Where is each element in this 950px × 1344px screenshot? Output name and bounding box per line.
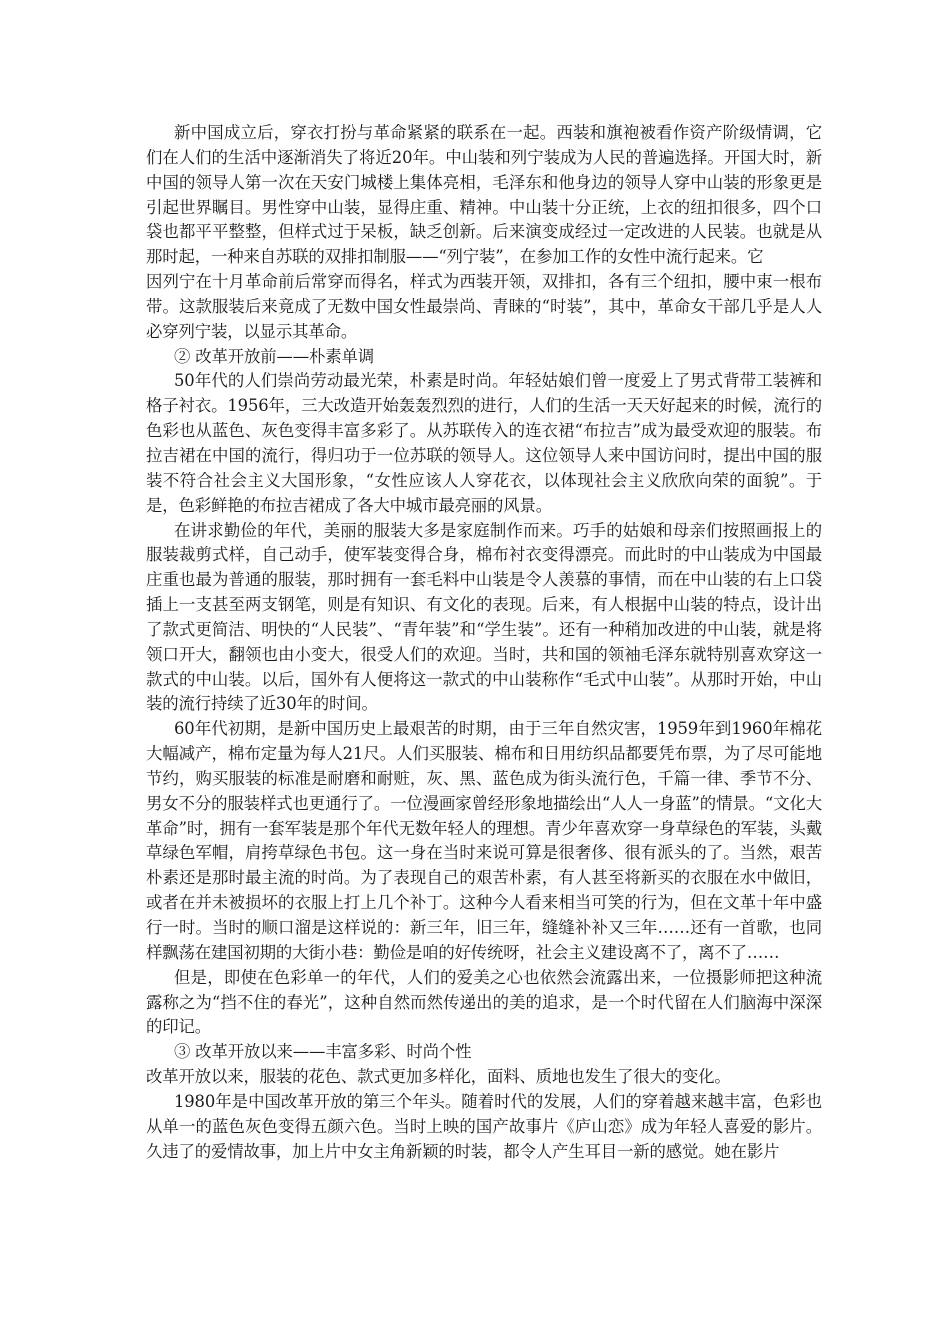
paragraph-1960s: 60年代初期，是新中国历史上最艰苦的时期，由于三年自然灾害，1959年到1960年棉花大幅减产，棉布定量为每人21尺。人们买服装、棉布和日用纺织品都要凭布票，为了尽可能地节约，购买服装的标准是耐磨和耐赃，灰、黑、蓝色成为街头流行色，千篇一律、季节不分、男女不分的服装样式也更通行了。一位漫画家曾经形象地描绘出“人人一身蓝”的情景。“文化大革命”时，拥有一套军装是那个年代无数年轻人的理想。青少年喜欢穿一身草绿色的军装，头戴草绿色军帽，肩挎草绿色书包。这一身在当时来说可算是很奢侈、很有派头的了。当然，艰苦朴素还是那时最主流的时尚。为了表现自己的艰苦朴素，有人甚至将新买的衣服在水中做旧，或者在并未被损坏的衣服上打上几个补丁。这种今人看来相当可笑的行为，但在文革十年中盛行一时。当时的顺口溜是这样说的：新三年，旧三年，缝缝补补又三年……还有一首歌，也同样飘荡在建国初期的大街小巷：勤俭是咱的好传统呀，社会主义建设离不了，离不了……: [146, 719, 822, 962]
paragraph-lenin-suit: 因列宁在十月革命前后常穿而得名，样式为西装开领，双排扣，各有三个纽扣，腰中束一根布带。这款服装后来竟成了无数中国女性最崇尚、青睐的“时装”，其中，革命女干部几乎是人人必穿列宁装，以显示其革命。: [146, 272, 822, 341]
paragraph-spring-light: 但是，即使在色彩单一的年代，人们的爱美之心也依然会流露出来，一位摄影师把这种流露称之为“挡不住的春光”，这种自然而然传递出的美的追求，是一个时代留在人们脑海中深深的印记。: [146, 967, 822, 1037]
section-heading-post-reform: ③ 改革开放以来——丰富多彩、时尚个性: [174, 1042, 472, 1062]
paragraph-1950s: 50年代的人们崇尚劳动最光荣，朴素是时尚。年轻姑娘们曾一度爱上了男式背带工装裤和格子衬衣。1956年，三大改造开始轰轰烈烈的进行，人们的生活一天天好起来的时候，流行的色彩也从蓝色、灰色变得丰富多彩了。从苏联传入的连衣裙“布拉吉”成为最受欢迎的服装。布拉吉裙在中国的流行，得归功于一位苏联的领导人。这位领导人来中国访问时，提出中国的服装不符合社会主义大国形象，“女性应该人人穿花衣，以体现社会主义欣欣向荣的面貌”。于是，色彩鲜艳的布拉吉裙成了各大中城市最亮丽的风景。: [146, 371, 822, 515]
section-heading-pre-reform: ② 改革开放前——朴素单调: [174, 346, 374, 366]
paragraph-founding-era: 新中国成立后，穿衣打扮与革命紧紧的联系在一起。西装和旗袍被看作资产阶级情调，它们在人们的生活中逐渐消失了将近20年。中山装和列宁装成为人民的普遍选择。开国大时，新中国的领导人第一次在天安门城楼上集体亮相，毛泽东和他身边的领导人穿中山装的形象更是引起世界瞩目。男性穿中山装，显得庄重、精神。中山装十分正统，上衣的纽扣很多，四个口袋也都平平整整，但样式过于呆板，缺乏创新。后来演变成经过一定改进的人民装。也就是从那时起，一种来自苏联的双排扣制服——“列宁装”，在参加工作的女性中流行起来。它: [146, 123, 822, 267]
paragraph-1980: 1980年是中国改革开放的第三个年头。随着时代的发展，人们的穿着越来越丰富，色彩也从单一的蓝色灰色变得五颜六色。当时上映的国产故事片《庐山恋》成为年轻人喜爱的影片。久违了的爱情故事，加上片中女主角新颖的时装，都令人产生耳目一新的感觉。她在影片: [146, 1091, 822, 1161]
paragraph-frugal-era: 在讲求勤俭的年代，美丽的服装大多是家庭制作而来。巧手的姑娘和母亲们按照画报上的服装裁剪式样，自己动手，使军装变得合身，棉布衬衣变得漂亮。而此时的中山装成为中国最庄重也最为普通的服装，那时拥有一套毛料中山装是令人羡慕的事情，而在中山装的右上口袋插上一支甚至两支钢笔，则是有知识、有文化的表现。后来，有人根据中山装的特点，设计出了款式更简洁、明快的“人民装”、“青年装”和“学生装”。还有一种稍加改进的中山装，就是将领口开大，翻领也由小变大，很受人们的欢迎。当时，共和国的领袖毛泽东就特别喜欢穿这一款式的中山装。以后，国外有人便将这一款式的中山装称作“毛式中山装”。从那时开始，中山装的流行持续了近30年的时间。: [146, 520, 822, 714]
paragraph-reform-intro: 改革开放以来，服装的花色、款式更加多样化，面料、质地也发生了很大的变化。: [146, 1067, 731, 1087]
document-page: [146, 121, 822, 1164]
